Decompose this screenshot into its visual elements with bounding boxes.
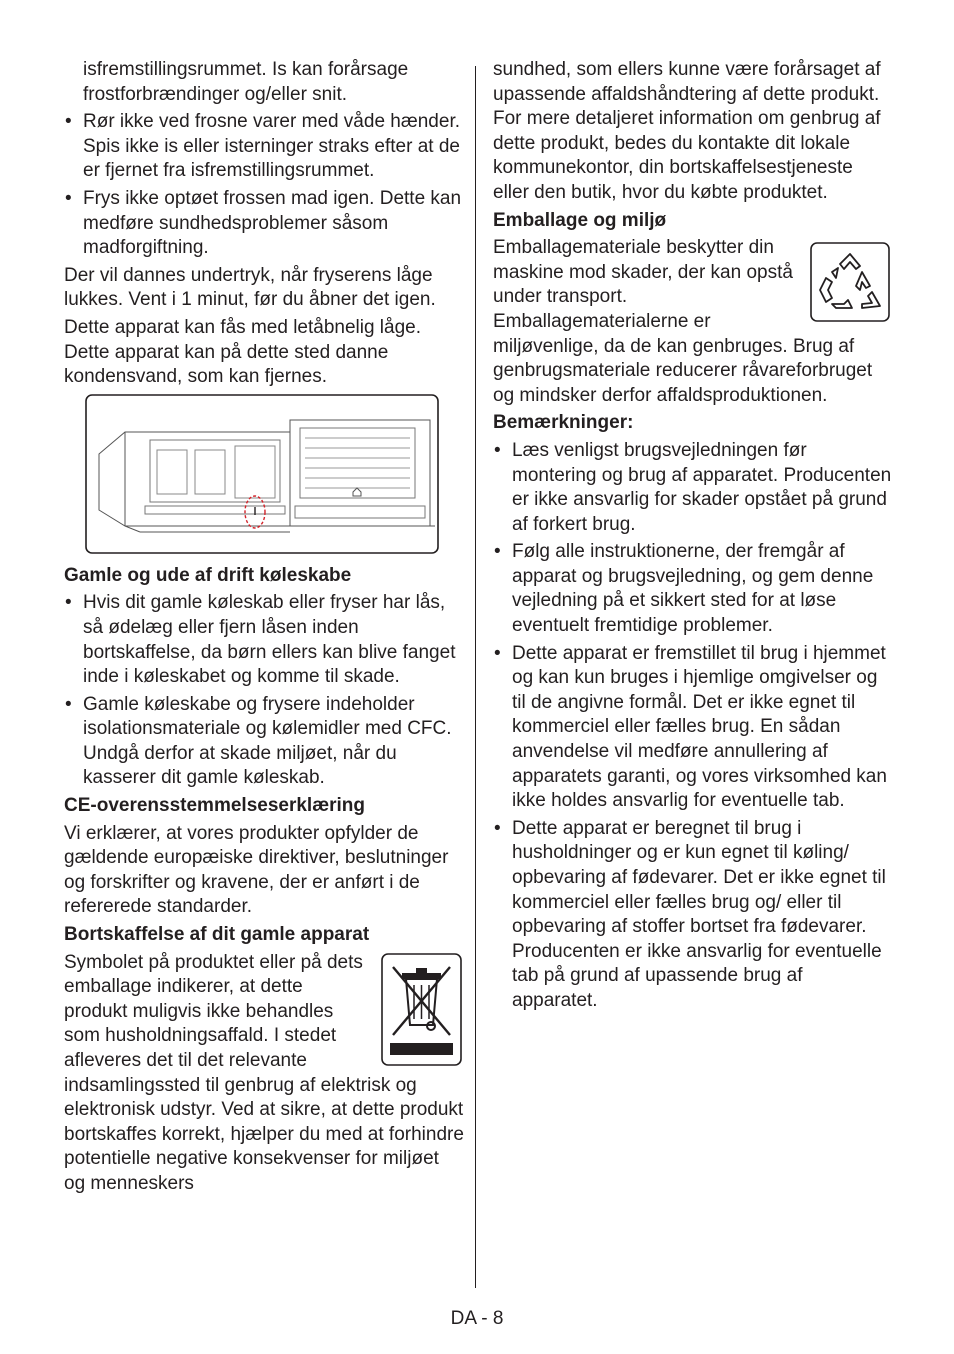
list-item: • Følg alle instruktionerne, der fremgår af apparat og brugsvejledning, og gem denne vejledning på et sikkert sted for at løse eventuelt fremtidige problemer. <box>493 540 893 638</box>
list-item: • Dette apparat er fremstillet til brug i hjemmet og kan kun bruges i hjemlige omgivelser og til de angivne formål. Det er ikke egnet til kommerciel eller fælles brug. En sådan anvendelse vil medføre annullering af apparatets garanti, og vores virksomhed kan ikke holdes ansvarlig for eventuelle tab. <box>493 642 893 814</box>
old-appliances-heading: Gamle og ude af drift køleskabe <box>64 564 352 586</box>
disposal-paragraph: Symbolet på produktet eller på dets emballage indikerer, at dette produkt muligvis ikke behandles som husholdningsaffald. I stedet afleveres det til det relevante indsamlingssted til genbrug af elektrisk og elektronisk udstyr. Ved at sikre, at dette produkt bortskaffes korrekt, hjælper du med at forhindre potentielle negative konsekvenser for miljøet og menneskers <box>64 951 464 1194</box>
vacuum-paragraph: Der vil dannes undertryk, når fryserens låge lukkes. Vent i 1 minut, før du åbner det igen. <box>64 264 436 311</box>
list-item: • Læs venligst brugsvejledningen før montering og brug af apparatet. Producenten er ikke ansvarlig for skader opstået på grund af forkert brug. <box>493 439 893 537</box>
continued-paragraph: sundhed, som ellers kunne være forårsaget af upassende affaldshåndtering af dette produkt. For mere detaljeret information om genbrug af dette produkt, bedes du kontakte dit lokale kommunekontor, din bortskaffelsestjeneste eller den butik, hvor du købte produktet. <box>493 59 881 203</box>
list-item: • Frys ikke optøet frossen mad igen. Dette kan medføre sundhedsproblemer såsom madforgiftning. <box>64 187 464 261</box>
fridge-illustration-icon <box>85 394 439 554</box>
packaging-heading: Emballage og miljø <box>493 209 667 231</box>
door-paragraph: Dette apparat kan fås med letåbnelig låge. Dette apparat kan på dette sted danne kondensvand, som kan fjernes. <box>64 316 422 388</box>
old-appliances-list <box>64 591 464 791</box>
right-column <box>493 58 893 1017</box>
disposal-heading: Bortskaffelse af dit gamle apparat <box>64 924 370 946</box>
list-item: • Hvis dit gamle køleskab eller fryser har lås, så ødelæg eller fjern låsen inden bortskaffelse, da børn ellers kan blive fanget inde i køleskabet og komme til skade. <box>64 591 464 689</box>
list-item: • Dette apparat er beregnet til brug i husholdninger og er kun egnet til køling/ opbevaring af fødevarer. Det er ikke egnet til kommerciel eller fælles brug og/ eller til opbevaring af stoffer bortset fra fødevarer. Producenten er ikke ansvarlig for eventuelle tab på grund af upassende brug af apparatet. <box>493 817 893 1014</box>
ce-heading: CE-overensstemmelseserklæring <box>64 795 365 817</box>
column-divider <box>475 66 476 1288</box>
notes-heading: Bemærkninger: <box>493 412 634 434</box>
recycle-arrows-icon <box>810 242 890 322</box>
safety-list <box>64 110 464 261</box>
left-column <box>64 58 464 1200</box>
notes-list <box>493 439 893 1014</box>
packaging-paragraph: Emballagemateriale beskytter din maskine mod skader, der kan opstå under transport. Emballagematerialerne er miljøvenlige, da de kan genbruges. Brug af genbrugsmateriale reducerer råvareforbruget og mindsker derfor affaldsproduktionen. <box>493 237 873 406</box>
list-item: • Rør ikke ved frosne varer med våde hænder. Spis ikke is eller isterninger straks efter at de er fjernet fra isfremstillingsrummet. <box>64 110 464 184</box>
continued-paragraph: isfremstillingsrummet. Is kan forårsage frostforbrændinger og/eller snit. <box>83 59 409 105</box>
ce-paragraph: Vi erklærer, at vores produkter opfylder de gældende europæiske direktiver, beslutninger og forskrifter og kravene, der er anført i de refererede standarder. <box>64 822 449 918</box>
crossed-out-wheelie-bin-icon <box>381 953 462 1066</box>
list-item: • Gamle køleskabe og frysere indeholder isolationsmateriale og kølemidler med CFC. Undgå derfor at skade miljøet, når du kasserer dit gamle køleskab. <box>64 693 464 791</box>
page-number: DA - 8 <box>450 1308 504 1329</box>
